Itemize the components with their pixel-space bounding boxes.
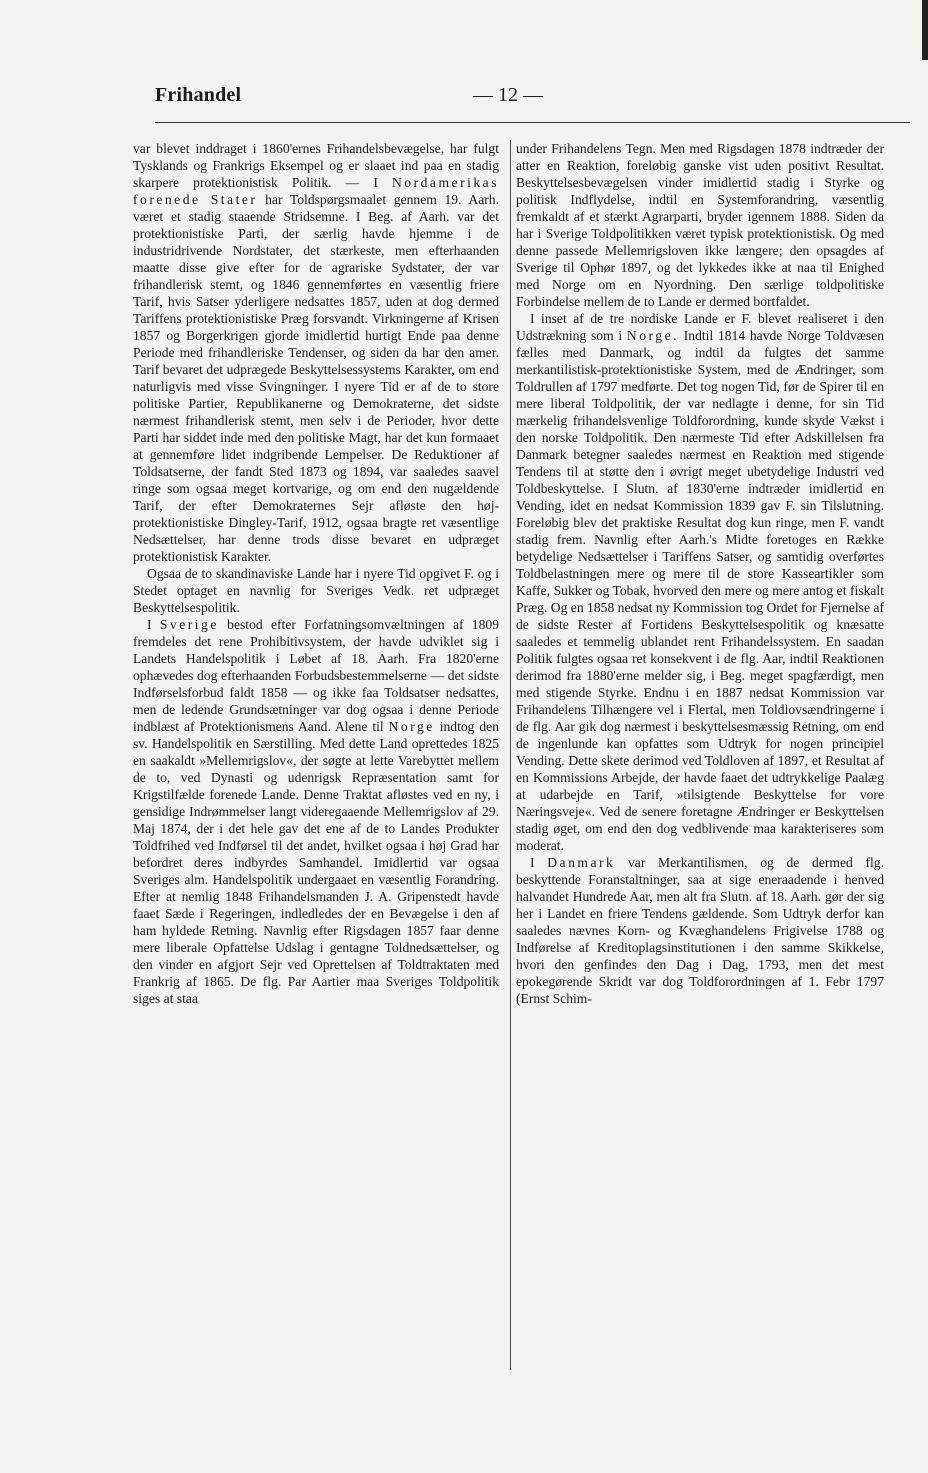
paragraph-text: Indtil 1814 havde Norge Toldvæsen fælles med Danmark, og indtil da fulgtes det samme merkantilistisk-protektionistiske System, med de Ændringer, som Toldrullen af 1797 medførte. Det tog nogen Tid, før de Spirer til en mere liberal Toldpolitik, der var nedlagte i denne, for sin Tid mærkelig frihandelsvenlige Toldforordning, kunde skyde Vækst i den norske Toldpolitik. Den nærmeste Tid efter Adskillelsen fra Danmark betegner saaledes nærmest en Reaktion med stigende Tendens til at støtte den i øvrigt meget ubetydelige Industri ved Toldbeskyttelse. I Slutn. af 1830'erne indtræder imidlertid en Vending, idet en nedsat Kommission 1839 gav F. sin Tilslutning. Foreløbig blev det praktiske Resultat dog kun ringe, men F. vandt stadig frem. Navnlig efter Aarh.'s Midte foretoges en Række betydelige Nedsættelser i Tariffens Satser, og samtidig overførtes Toldbelastningen mere og mere til de store Kasseartikler som Kaffe, Sukker og Tobak, hvorved den mere og mere antog et fiskalt Præg. Og en 1858 nedsat ny Kommission tog Ordet for Fjernelse af de sidste Rester af Fortidens Beskyttelsespolitik og knæsatte saaledes et temmelig ublandet rent Frihandelssystem. En saadan Politik fulgtes ogsaa ret konsekvent i de flg. Aar, indtil Reaktionen derimod fra 1880'erne melder sig, i Beg. meget spagfærdigt, men med stigende Styrke. Endnu i en 1887 nedsat Kommission var Frihandelens Tilhængere vel i Flertal, men Toldlovsændringerne i de flg. Aar gik dog nærmest i beskyttelsesmæssig Retning, om end de ingenlunde kan opfattes som Udtryk for nogen principiel Vending. Dette skete derimod ved Toldloven af 1897, et Resultat af en Kommissions Arbejde, der havde faaet det udtrykkelige Paalæg at udarbejde en Tarif, »tilsigtende Beskyttelse for vore Næringsveje«. Ved de senere foretagne Ændringer er Beskyttelsen stadig øget, om end den dog vedblivende maa karakteriseres som moderat. [516, 328, 885, 853]
page-number: — 12 — [473, 84, 543, 106]
running-title: Frihandel [155, 84, 242, 106]
header-rule [155, 122, 910, 123]
right-column [516, 140, 884, 1007]
scan-edge-mark [922, 0, 928, 60]
spaced-term: Norge. [626, 328, 680, 343]
left-column [133, 140, 499, 1007]
spaced-term: Norge [388, 719, 435, 734]
paragraph-text: I inset af de tre nordiske Lande er F. blevet realiseret i den Udstrækning som i [516, 311, 884, 343]
paragraph-text: har Toldspørgsmaalet gennem 19. Aarh. været et stadig staaende Stridsemne. I Beg. af Aarh. var det protektionistiske Parti, der særlig havde hjemme i de industridrivende Nordstater, det stærkeste, men efterhaanden maatte disse give efter for de agrariske Sydstater, der var frihandlerisk stemt, og 1846 gennemførtes en væsentlig friere Tarif, hvis Satser yderligere nedsattes 1857, uden at dog dermed Tariffens protektionistiske Præg forsvandt. Virkningerne af Krisen 1857 og Borgerkrigen gjorde imidlertid hurtigt Ende paa denne Periode med frihandleriske Tendenser, og siden da har den amer. Tarif bevaret det udprægede Beskyttelsessystems Karakter, om end naturligvis med visse Svingninger. I nyere Tid er af de to store politiske Partier, Republikanerne og Demokraterne, det sidste nærmest frihandlerisk stemt, men selv i de Perioder, hvor dette Parti har siddet inde med den politiske Magt, har det kun formaaet at gennemføre lidet indgribende Lempelser. De Reduktioner af Toldsatserne, der fandt Sted 1873 og 1894, var saaledes saavel ringe som ogsaa meget kortvarige, og om end den nugældende Tarif, der efter Demokraternes Sejr afløste den høj-protektionistiske Dingley-Tarif, 1912, ogsaa bragte ret væsentlige Nedsættelser, har denne trods disse bevaret en udpræget protektionistisk Karakter. [133, 192, 499, 564]
paragraph-text: under Frihandelens Tegn. Men med Rigsdagen 1878 indtræder der atter en Reaktion, foreløbig ganske vist uden positivt Resultat. Beskyttelsesbevægelsen vinder imidlertid stadig i Styrke og politisk Indflydelse, indtil en Systemforandring, væsentlig fremkaldt af et stærkt Agrarparti, bryder igennem 1888. Siden da har i Sverige Toldpolitikken været typisk protektionistisk. Og med denne passede Mellemrigsloven ikke længere; den opsagdes af Sverige til Ophør 1897, og det lykkedes ikke at naa til Enighed med Norge om en Nyordning. Den særlige toldpolitiske Forbindelse mellem de to Lande er dermed bortfaldet. [516, 141, 884, 309]
spaced-term: Danmark [547, 855, 616, 870]
paragraph-text: var blevet inddraget i 1860'ernes Frihandelsbevægelse, har fulgt Tysklands og Frankrigs Eksempel og er slaaet ind paa en stadig skarpere protektionistisk Politik. — I [133, 141, 499, 190]
paragraph [133, 616, 499, 1007]
paragraph-text: Ogsaa de to skandinaviske Lande har i nyere Tid opgivet F. og i Stedet optaget en navnlig for Sveriges Vedk. ret udpræget Beskyttelsespolitik. [133, 566, 499, 615]
paragraph-text: var Merkantilismen, og de dermed flg. beskyttende Foranstaltninger, saa at sige eneraadende i henved halvandet Hundrede Aar, men alt fra Slutn. af 18. Aarh. gør der sig her i Landet en friere Tendens gældende. Som Udtryk derfor kan saaledes nævnes Korn- og Kvæghandelens Frigivelse 1788 og Indførelse af Kreditoplagsinstitutionen i den samme Skikkelse, hvori den genfindes den Dag i Dag, 1793, men det mest epokegørende Skridt var dog Toldforordningen af 1. Febr 1797 (Ernst Schim- [516, 855, 884, 1006]
page-header [155, 84, 910, 112]
spaced-term: Sverige [159, 617, 219, 632]
paragraph-text: I [530, 855, 548, 870]
paragraph-text: bestod efter Forfatningsomvæltningen af 1809 fremdeles det rene Prohibitivsystem, der havde udviklet sig i Landets Handelspolitik i Løbet af 18. Aarh. Fra 1820'erne ophævedes dog efterhaanden Forbudsbestemmelserne — det sidste Indførselsforbud faldt 1858 — og ikke faa Toldsatser nedsattes, men de ledende Grundsætninger var dog ogsaa i denne Periode indblæst af Protektionismens Aand. Alene til [133, 617, 499, 734]
paragraph-text: I [147, 617, 160, 632]
spaced-term: Nordamerikas forenede Stater [133, 175, 499, 207]
paragraph [516, 854, 884, 1007]
paragraph [516, 140, 884, 310]
paragraph [516, 310, 884, 854]
paragraph [133, 565, 499, 616]
paragraph-text: indtog den sv. Handelspolitik en Særstilling. Med dette Land oprettedes 1825 en saakaldt »Mellemrigslov«, der søgte at lette Varebyttet mellem de to, ved Dynasti og udenrigsk Repræsentation samt for Krigstilfælde forenede Lande. Denne Traktat afløstes ved en ny, i gensidige Indrømmelser langt videregaaende Mellemrigslov af 29. Maj 1874, der i det hele gav det ene af de to Landes Produkter Toldfrihed ved Indførsel til det andet, hvilket ogsaa i høj Grad har befordret deres indbyrdes Samhandel. Imidlertid var ogsaa Sveriges alm. Handelspolitik undergaaet en væsentlig Forandring. Efter at nemlig 1848 Frihandelsmanden J. A. Gripenstedt havde faaet Sæde i Regeringen, indledledes der en Bevægelse i den af ham hyldede Retning. Navnlig efter Rigsdagen 1857 faar denne mere liberale Opfattelse Udslag i gentagne Toldnedsættelser, og den vinder en afgjort Sejr ved Oprettelsen af Toldtraktaten med Frankrig af 1865. De flg. Par Aartier maa Sveriges Toldpolitik siges at staa [133, 719, 500, 1006]
column-divider [510, 140, 511, 1370]
paragraph [133, 140, 499, 565]
